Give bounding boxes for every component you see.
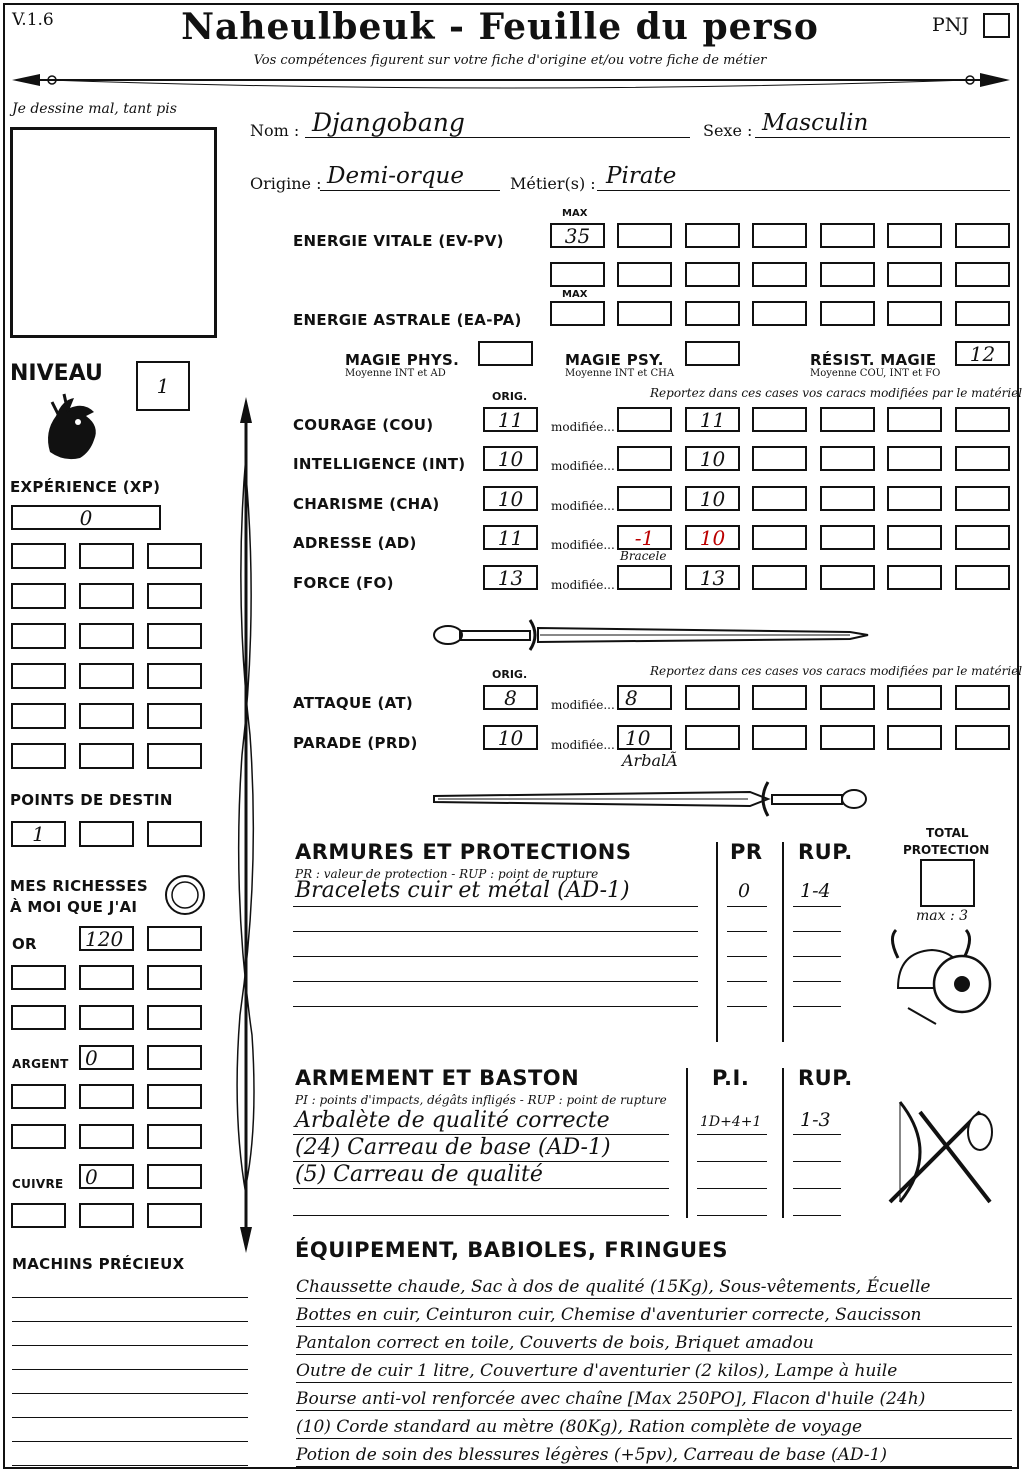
stat-box[interactable] [955, 486, 1010, 511]
combat-modified-label: modifiée... [551, 698, 615, 712]
xp-box[interactable] [147, 743, 202, 769]
wealth-box[interactable] [11, 965, 66, 990]
ea-max-box[interactable] [550, 301, 605, 326]
total-protection-box[interactable] [920, 859, 975, 907]
wealth-box[interactable] [147, 1124, 202, 1149]
magic-phys-label: MAGIE PHYS. [345, 351, 460, 369]
stat-box[interactable] [887, 525, 942, 550]
combat-final-box[interactable]: 8 [617, 685, 672, 710]
weapons-pi-header: P.I. [712, 1066, 750, 1090]
ea-box[interactable] [887, 301, 942, 326]
stat-orig-box[interactable]: 11 [483, 407, 538, 432]
ea-box[interactable] [617, 301, 672, 326]
weapon-name[interactable]: Arbalète de qualité correcte [295, 1108, 610, 1133]
stat-box[interactable] [752, 407, 807, 432]
xp-box[interactable] [147, 543, 202, 569]
sword-icon [430, 612, 870, 658]
stat-final-box[interactable]: 10 [685, 525, 740, 550]
destiny-box-3[interactable] [147, 821, 202, 847]
magic-psy-box[interactable] [685, 341, 740, 366]
ea-box[interactable] [685, 301, 740, 326]
equipment-line[interactable]: Chaussette chaude, Sac à dos de qualité (15Kg), Sous-vêtements, Écuelle [296, 1274, 1012, 1299]
stat-orig-box[interactable]: 11 [483, 525, 538, 550]
precious-line[interactable] [12, 1393, 248, 1394]
portrait-box[interactable] [10, 127, 217, 338]
portrait-caption: Je dessine mal, tant pis [12, 101, 177, 117]
combat-label: ATTAQUE (AT) [293, 694, 414, 712]
ev-box[interactable] [685, 223, 740, 248]
weapon-name[interactable]: (24) Carreau de base (AD-1) [295, 1135, 611, 1160]
stat-modified-label: modifiée... [551, 538, 615, 552]
combat-box[interactable] [685, 685, 740, 710]
ev-box[interactable] [617, 262, 672, 287]
ev-box[interactable] [820, 223, 875, 248]
ev-box[interactable] [752, 223, 807, 248]
xp-box[interactable] [11, 543, 66, 569]
job-value[interactable]: Pirate [606, 163, 677, 189]
stat-box[interactable] [887, 446, 942, 471]
xp-box[interactable] [147, 663, 202, 689]
combat-box[interactable] [955, 725, 1010, 750]
version-label: V.1.6 [12, 10, 54, 30]
origin-label: Origine : [250, 174, 322, 193]
ev-box[interactable] [887, 262, 942, 287]
xp-box[interactable] [79, 663, 134, 689]
spear-vertical-icon [226, 395, 266, 1255]
combat-orig-label: ORIG. [492, 668, 528, 681]
armor-rup[interactable]: 1-4 [800, 880, 831, 902]
pnj-checkbox[interactable] [983, 13, 1010, 38]
xp-box[interactable] [11, 583, 66, 609]
wealth-box[interactable] [79, 1005, 134, 1030]
xp-label: EXPÉRIENCE (XP) [10, 478, 161, 496]
xp-box[interactable] [79, 703, 134, 729]
combat-note: ArbalÃ [622, 751, 678, 770]
stat-label: INTELLIGENCE (INT) [293, 455, 466, 473]
stat-orig-box[interactable]: 10 [483, 486, 538, 511]
argent-box[interactable]: 0 [79, 1045, 134, 1070]
combat-box[interactable] [752, 725, 807, 750]
xp-box[interactable] [79, 743, 134, 769]
xp-box[interactable] [11, 743, 66, 769]
stat-box[interactable] [887, 407, 942, 432]
wealth-box[interactable] [11, 1084, 66, 1109]
ev-box[interactable] [820, 262, 875, 287]
name-label: Nom : [250, 121, 300, 140]
ea-box[interactable] [820, 301, 875, 326]
stat-final-box[interactable]: 10 [685, 486, 740, 511]
origin-value[interactable]: Demi-orque [327, 163, 464, 189]
combat-box[interactable] [820, 685, 875, 710]
stat-label: CHARISME (CHA) [293, 495, 440, 513]
stat-box[interactable] [752, 565, 807, 590]
ev-max-label: MAX [562, 208, 588, 219]
armor-note: PR : valeur de protection - RUP : point de rupture [295, 867, 599, 881]
wealth-box[interactable] [147, 1084, 202, 1109]
wealth-box[interactable] [11, 1203, 66, 1228]
xp-box[interactable] [79, 623, 134, 649]
spear-divider-icon [8, 66, 1014, 96]
xp-box[interactable] [11, 623, 66, 649]
stat-mod-note: Bracele [620, 549, 667, 563]
equipment-line[interactable]: Potion de soin des blessures légères (+5pv), Carreau de base (AD-1) [296, 1442, 1012, 1467]
combat-orig-box[interactable]: 8 [483, 685, 538, 710]
magic-psy-label: MAGIE PSY. [565, 351, 664, 369]
stat-box[interactable] [820, 525, 875, 550]
sword-icon-2 [430, 776, 870, 822]
stat-box[interactable] [820, 407, 875, 432]
level-box[interactable]: 1 [136, 361, 190, 411]
weapons-icon [880, 1092, 1010, 1218]
wealth-box[interactable] [147, 1164, 202, 1189]
stat-label: ADRESSE (AD) [293, 534, 417, 552]
stat-mod-box[interactable] [617, 565, 672, 590]
stat-box[interactable] [752, 446, 807, 471]
precious-line[interactable] [12, 1321, 248, 1322]
stat-box[interactable] [820, 486, 875, 511]
ev-box[interactable] [887, 223, 942, 248]
total-label-2: PROTECTION [903, 843, 990, 857]
resist-magic-label: RÉSIST. MAGIE [810, 351, 937, 369]
combat-box[interactable] [820, 725, 875, 750]
stat-final-box[interactable]: 13 [685, 565, 740, 590]
stat-orig-box[interactable]: 13 [483, 565, 538, 590]
ev-label: ENERGIE VITALE (EV-PV) [293, 232, 504, 250]
equipment-line[interactable]: (10) Corde standard au mètre (80Kg), Ration complète de voyage [296, 1414, 1012, 1439]
combat-final-box[interactable]: 10 [617, 725, 672, 750]
stat-modified-label: modifiée... [551, 459, 615, 473]
ea-label: ENERGIE ASTRALE (EA-PA) [293, 311, 522, 329]
combat-orig-box[interactable]: 10 [483, 725, 538, 750]
wealth-box[interactable] [11, 1124, 66, 1149]
xp-box[interactable] [147, 703, 202, 729]
page-subtitle: Vos compétences figurent sur votre fiche d'origine et/ou votre fiche de métier [253, 53, 767, 68]
destiny-box-2[interactable] [79, 821, 134, 847]
equipment-line[interactable]: Bottes en cuir, Ceinturon cuir, Chemise d'aventurier correcte, Saucisson [296, 1302, 1012, 1327]
wealth-box[interactable] [147, 926, 202, 951]
stat-final-box[interactable]: 11 [685, 407, 740, 432]
wealth-box[interactable] [147, 1045, 202, 1070]
xp-box[interactable] [147, 623, 202, 649]
argent-label: ARGENT [12, 1057, 69, 1071]
precious-line[interactable] [12, 1465, 248, 1466]
xp-box[interactable] [11, 703, 66, 729]
page-title: Naheulbeuk - Feuille du perso [181, 6, 819, 48]
total-label-1: TOTAL [926, 826, 969, 840]
stat-mod-box[interactable] [617, 446, 672, 471]
precious-line[interactable] [12, 1441, 248, 1442]
stat-final-box[interactable]: 10 [685, 446, 740, 471]
magic-phys-note: Moyenne INT et AD [345, 368, 446, 379]
sex-value[interactable]: Masculin [762, 110, 869, 136]
xp-box[interactable]: 0 [11, 505, 161, 530]
pnj-label: PNJ [932, 14, 970, 36]
stat-box[interactable] [955, 446, 1010, 471]
combat-box[interactable] [887, 725, 942, 750]
stat-modified-label: modifiée... [551, 420, 615, 434]
armor-title: ARMURES ET PROTECTIONS [295, 840, 632, 864]
stat-mod-box[interactable] [617, 486, 672, 511]
equipment-title: ÉQUIPEMENT, BABIOLES, FRINGUES [295, 1238, 728, 1262]
resist-magic-note: Moyenne COU, INT et FO [810, 368, 941, 379]
name-value[interactable]: Djangobang [312, 108, 465, 137]
coin-icon [163, 873, 207, 917]
precious-line[interactable] [12, 1297, 248, 1298]
stat-box[interactable] [955, 525, 1010, 550]
destiny-box-1[interactable]: 1 [11, 821, 66, 847]
stat-label: COURAGE (COU) [293, 416, 434, 434]
precious-label: MACHINS PRÉCIEUX [12, 1255, 185, 1273]
stat-mod-box[interactable] [617, 407, 672, 432]
job-label: Métier(s) : [510, 174, 596, 193]
ev-box[interactable] [752, 262, 807, 287]
ev-box[interactable] [955, 262, 1010, 287]
stats-report-note: Reportez dans ces cases vos caracs modifiées par le matériel [650, 386, 1023, 400]
armor-rup-header: RUP. [798, 840, 853, 864]
ev-box[interactable] [617, 223, 672, 248]
max-protection-note: max : 3 [916, 908, 969, 924]
wealth-box[interactable] [11, 1005, 66, 1030]
weapon-name[interactable]: (5) Carreau de qualité [295, 1162, 543, 1187]
stat-label: FORCE (FO) [293, 574, 394, 592]
cuivre-label: CUIVRE [12, 1177, 64, 1191]
wealth-box[interactable] [79, 965, 134, 990]
wealth-box[interactable] [79, 1084, 134, 1109]
wealth-label-1: MES RICHESSES [10, 877, 149, 895]
stat-box[interactable] [955, 565, 1010, 590]
armor-name[interactable]: Bracelets cuir et métal (AD-1) [295, 878, 630, 903]
ea-max-label: MAX [562, 289, 588, 300]
precious-line[interactable] [12, 1417, 248, 1418]
stat-box[interactable] [887, 486, 942, 511]
equipment-line[interactable]: Bourse anti-vol renforcée avec chaîne [Max 250PO], Flacon d'huile (24h) [296, 1386, 1012, 1411]
stats-orig-label: ORIG. [492, 390, 528, 403]
ev-box[interactable] [685, 262, 740, 287]
combat-label: PARADE (PRD) [293, 734, 418, 752]
wealth-box[interactable] [79, 1203, 134, 1228]
combat-box[interactable] [752, 685, 807, 710]
wealth-box[interactable] [147, 1005, 202, 1030]
ev-box[interactable] [955, 223, 1010, 248]
xp-box[interactable] [79, 543, 134, 569]
combat-box[interactable] [955, 685, 1010, 710]
combat-modified-label: modifiée... [551, 738, 615, 752]
combat-box[interactable] [887, 685, 942, 710]
stat-orig-box[interactable]: 10 [483, 446, 538, 471]
level-label: NIVEAU [10, 361, 103, 386]
wealth-box[interactable] [147, 1203, 202, 1228]
combat-report-note: Reportez dans ces cases vos caracs modifiées par le matériel [650, 664, 1023, 678]
armor-pr[interactable]: 0 [738, 880, 751, 902]
combat-box[interactable] [685, 725, 740, 750]
stat-box[interactable] [820, 446, 875, 471]
weapon-rup[interactable]: 1-3 [800, 1109, 831, 1131]
stat-box[interactable] [820, 565, 875, 590]
weapons-rup-header: RUP. [798, 1066, 853, 1090]
magic-psy-note: Moyenne INT et CHA [565, 368, 675, 379]
sex-label: Sexe : [703, 121, 753, 140]
xp-box[interactable] [147, 583, 202, 609]
stat-box[interactable] [752, 486, 807, 511]
precious-line[interactable] [12, 1345, 248, 1346]
stat-modified-label: modifiée... [551, 499, 615, 513]
stat-box[interactable] [955, 407, 1010, 432]
precious-line[interactable] [12, 1369, 248, 1370]
magic-phys-box[interactable] [478, 341, 533, 366]
resist-magic-box[interactable]: 12 [955, 341, 1010, 366]
destiny-label: POINTS DE DESTIN [10, 791, 173, 809]
xp-box[interactable] [11, 663, 66, 689]
armor-pr-header: PR [730, 840, 763, 864]
ea-box[interactable] [752, 301, 807, 326]
stat-modified-label: modifiée... [551, 578, 615, 592]
helmet-shield-icon [888, 928, 998, 1028]
cuivre-box[interactable]: 0 [79, 1164, 134, 1189]
wealth-box[interactable] [147, 965, 202, 990]
stat-box[interactable] [887, 565, 942, 590]
equipment-line[interactable]: Pantalon correct en toile, Couverts de bois, Briquet amadou [296, 1330, 1012, 1355]
stat-mod-box[interactable]: -1 [617, 525, 672, 550]
ev-max-box[interactable]: 35 [550, 223, 605, 248]
ev-box[interactable] [550, 262, 605, 287]
weapon-pi[interactable]: 1D+4+1 [700, 1114, 762, 1130]
xp-box[interactable] [79, 583, 134, 609]
wealth-label-2: À MOI QUE J'AI [10, 898, 138, 916]
dragon-icon [40, 392, 104, 462]
weapons-note: PI : points d'impacts, dégâts infligés - RUP : point de rupture [295, 1093, 667, 1107]
weapons-title: ARMEMENT ET BASTON [295, 1066, 580, 1090]
or-label: OR [12, 935, 37, 953]
wealth-box[interactable] [79, 1124, 134, 1149]
equipment-line[interactable]: Outre de cuir 1 litre, Couverture d'aventurier (2 kilos), Lampe à huile [296, 1358, 1012, 1383]
ea-box[interactable] [955, 301, 1010, 326]
or-box[interactable]: 120 [79, 926, 134, 951]
stat-box[interactable] [752, 525, 807, 550]
